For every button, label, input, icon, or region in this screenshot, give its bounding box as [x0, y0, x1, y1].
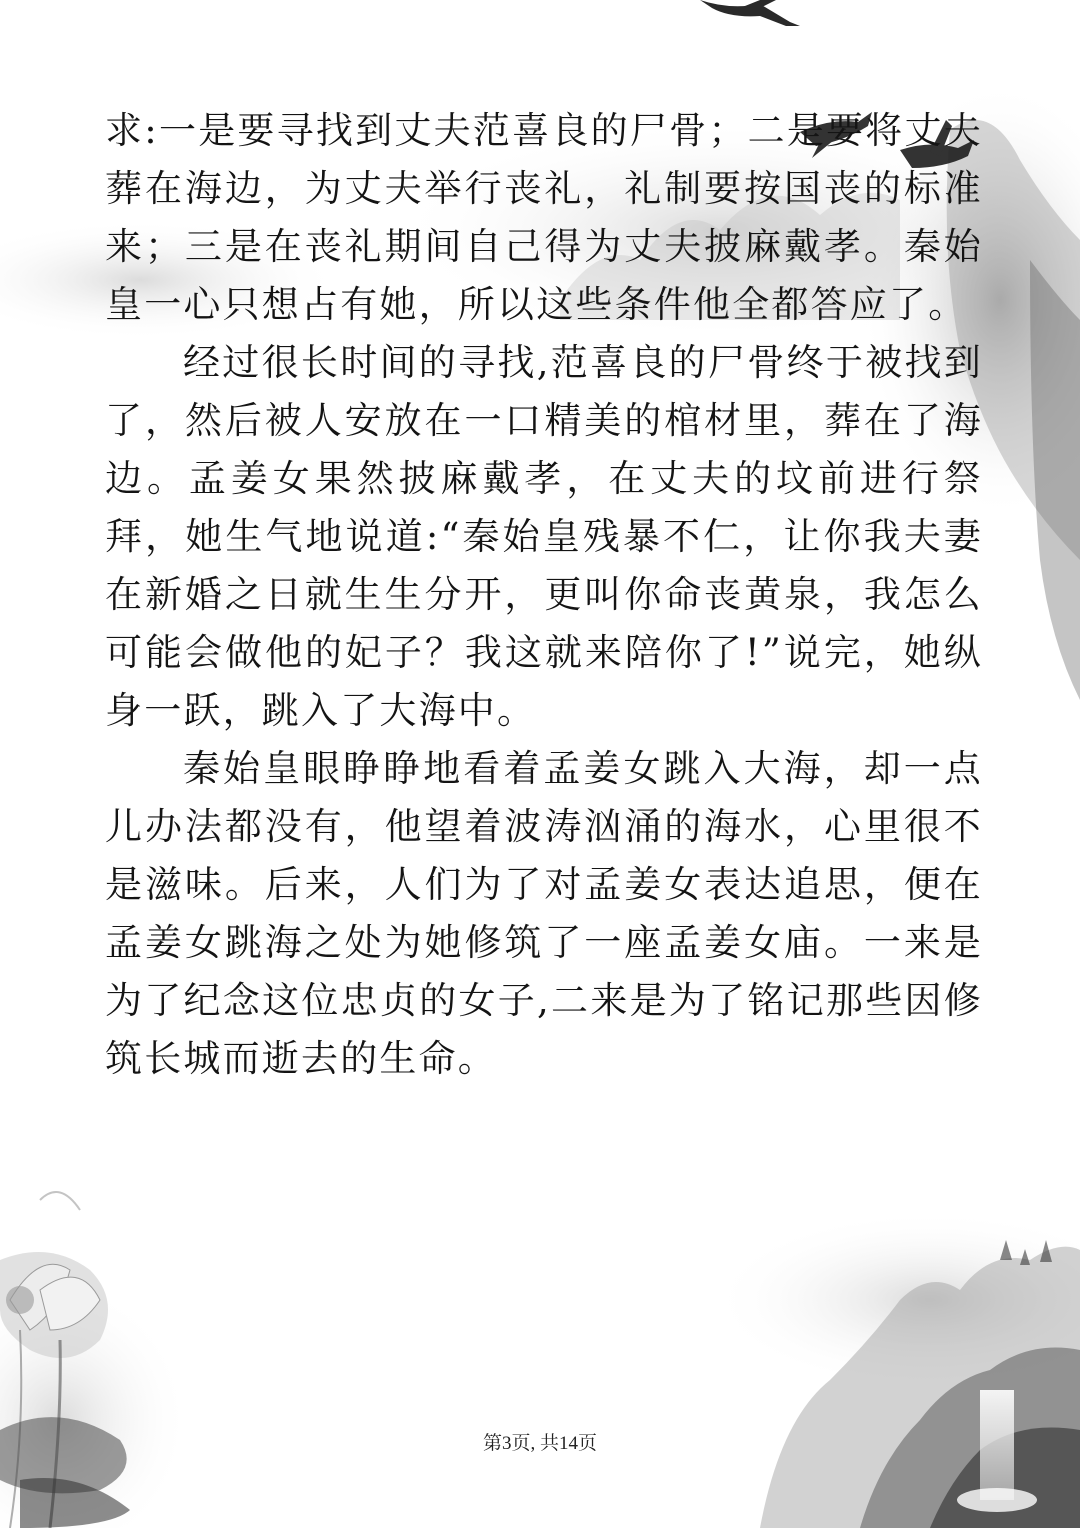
- paragraph: 求:一是要寻找到丈夫范喜良的尸骨；二是要将丈夫葬在海边，为丈夫举行丧礼，礼制要按国丧的标准来；三是在丧礼期间自己得为丈夫披麻戴孝。秦始皇一心只想占有她，所以这些条件他全都答应了。: [105, 109, 983, 326]
- paragraph: 经过很长时间的寻找,范喜良的尸骨终于被找到了，然后被人安放在一口精美的棺材里，葬在了海边。孟姜女果然披麻戴孝，在丈夫的坟前进行祭拜，她生气地说道:“秦始皇残暴不仁，让你我夫妻在新婚之日就生生分开，更叫你命丧黄泉，我怎么可能会做他的妃子？我这就来陪你了!”说完，她纵身一跃，跳入了大海中。: [105, 341, 983, 732]
- document-body: [105, 102, 983, 1088]
- lower-right-mountains: [710, 1210, 1080, 1528]
- paragraph: 秦始皇眼睁睁地看着孟姜女跳入大海，却一点儿办法都没有，他望着波涛汹涌的海水，心里很不是滋味。后来，人们为了对孟姜女表达追思，便在孟姜女跳海之处为她修筑了一座孟姜女庙。一来是为了纪念这位忠贞的女子,二来是为了铭记那些因修筑长城而逝去的生命。: [105, 747, 983, 1080]
- lotus-icon: [0, 1192, 190, 1528]
- page-number: 第3页, 共14页: [482, 1433, 597, 1454]
- crane-icon: [700, 0, 800, 26]
